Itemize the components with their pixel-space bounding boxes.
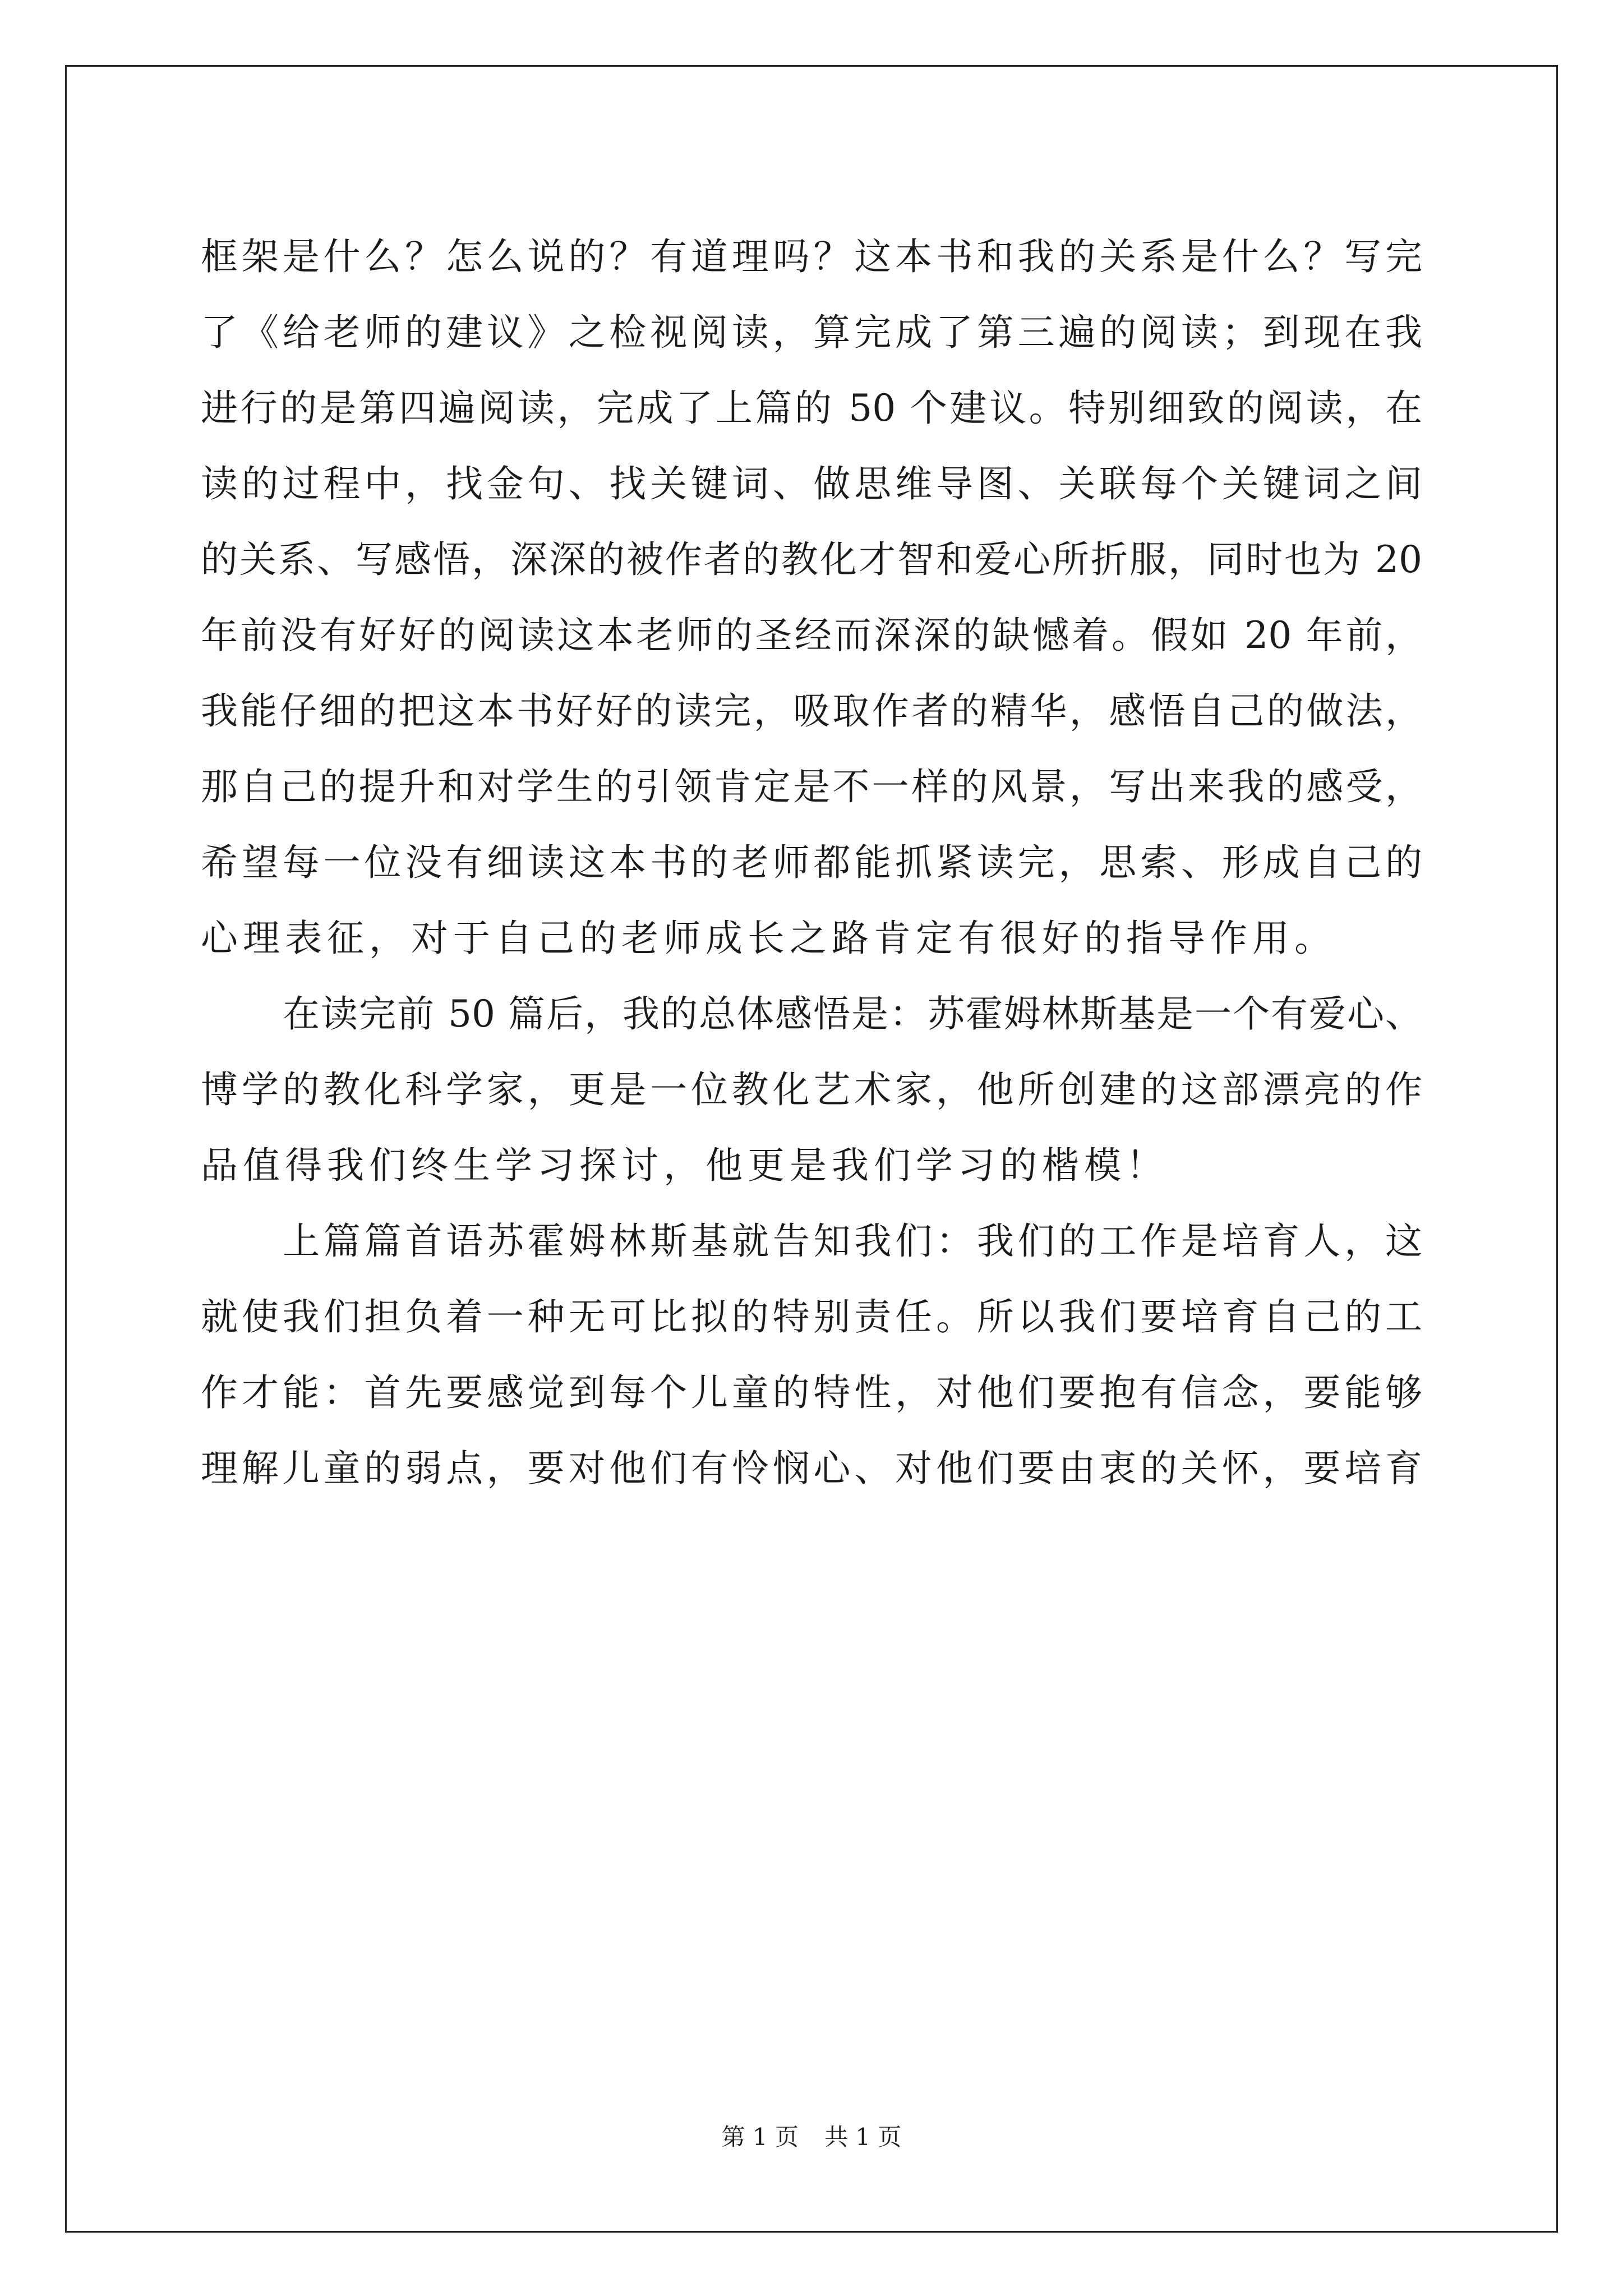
text-line: 上篇篇首语苏霍姆林斯基就告知我们：我们的工作是培育人，这 [283,1220,1422,1263]
text-line: 那自己的提升和对学生的引领肯定是不一样的风景，写出来我的感受， [201,765,1422,808]
text-line: 博学的教化科学家，更是一位教化艺术家，他所创建的这部漂亮的作 [201,1068,1422,1111]
text-line: 我能仔细的把这本书好好的读完，吸取作者的精华，感悟自己的做法， [201,689,1422,733]
text-line: 框架是什么？怎么说的？有道理吗？这本书和我的关系是什么？写完 [201,235,1422,278]
text-line: 品值得我们终生学习探讨，他更是我们学习的楷模！ [201,1144,1168,1187]
text-line: 理解儿童的弱点，要对他们有怜悯心、对他们要由衷的关怀，要培育 [201,1447,1422,1490]
text-line: 读的过程中，找金句、找关键词、做思维导图、关联每个关键词之间 [201,462,1422,505]
document-body [201,219,1422,1506]
page-footer [0,2120,1623,2154]
page-number: 第 1 页 [721,2123,799,2151]
text-line: 年前没有好好的阅读这本老师的圣经而深深的缺憾着。假如 20 年前， [201,614,1422,657]
text-line: 的关系、写感悟，深深的被作者的教化才智和爱心所折服，同时也为 20 [201,538,1422,581]
text-line: 作才能：首先要感觉到每个儿童的特性，对他们要抱有信念，要能够 [201,1371,1422,1414]
text-line: 希望每一位没有细读这本书的老师都能抓紧读完，思索、形成自己的 [201,841,1422,884]
text-line: 进行的是第四遍阅读，完成了上篇的 50 个建议。特别细致的阅读，在 [201,386,1422,430]
text-line: 了《给老师的建议》之检视阅读，算完成了第三遍的阅读；到现在我 [201,311,1422,354]
text-line: 就使我们担负着一种无可比拟的特别责任。所以我们要培育自己的工 [201,1295,1422,1338]
page-total: 共 1 页 [824,2123,902,2151]
text-line: 在读完前 50 篇后，我的总体感悟是：苏霍姆林斯基是一个有爱心、 [283,992,1422,1036]
text-line: 心理表征，对于自己的老师成长之路肯定有很好的指导作用。 [201,917,1336,960]
